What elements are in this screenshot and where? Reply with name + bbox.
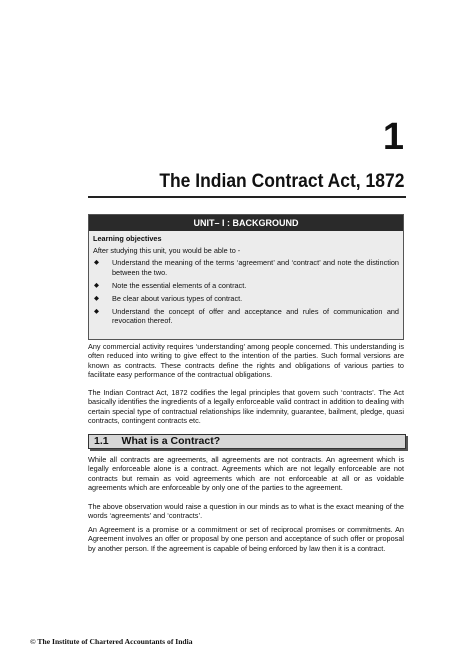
objective-text: Understand the concept of offer and acceptance and rules of communication and revocation thereof. xyxy=(112,307,399,326)
objective-item xyxy=(93,281,399,290)
section-title: What is a Contract? xyxy=(121,435,221,447)
chapter-title: The Indian Contract Act, 1872 xyxy=(158,171,404,192)
section-number: 1.1 xyxy=(94,435,109,447)
objectives-intro: After studying this unit, you would be able to - xyxy=(93,246,241,256)
title-rule xyxy=(88,196,406,198)
objectives-list xyxy=(93,258,399,325)
body-paragraph: While all contracts are agreements, all agreements are not contracts. An agreement which is legally enforceable alone is a contract. Agreements which are not legally enforceable are not contracts but remain as void agreements which are not enforceable at all or as voidable agreements which are enforceable by only one of the parties to the agreement. xyxy=(88,455,404,493)
unit-box xyxy=(88,214,404,340)
objective-text: Understand the meaning of the terms ‘agreement’ and ‘contract’ and note the distinction between the two. xyxy=(112,258,399,277)
diamond-bullet-icon: ◆ xyxy=(94,308,99,316)
body-paragraph: An Agreement is a promise or a commitment or set of reciprocal promises or commitments. An Agreement involves an offer or proposal by one person and acceptance of such offer or proposal by another person. If the agreement is capable of being enforced by law then it is a contract. xyxy=(88,525,404,553)
unit-body xyxy=(89,231,403,326)
objectives-heading: Learning objectives xyxy=(93,234,162,243)
section-heading xyxy=(88,434,406,449)
body-paragraph: Any commercial activity requires ‘understanding’ among people concerned. This understanding is often reduced into writing to give effect to the intention of the parties. Such formal versions are known as contracts. These contracts define the rights and obligations of various parties to facilitate easy performance of the contractual obligations. xyxy=(88,342,404,380)
objective-text: Be clear about various types of contract. xyxy=(112,294,243,304)
chapter-number: 1 xyxy=(382,116,404,158)
page-footer: © The Institute of Chartered Accountants of India xyxy=(30,637,193,646)
objective-item xyxy=(93,294,399,303)
body-paragraph: The Indian Contract Act, 1872 codifies the legal principles that govern such ‘contracts’. The Act basically identifies the ingredients of a legally enforceable valid contract in addition to dealing with certain special type of contractual relationships like indemnity, guarantee, bailment, pledge, quasi contracts, contingent contracts etc. xyxy=(88,388,404,426)
diamond-bullet-icon: ◆ xyxy=(94,281,99,289)
diamond-bullet-icon: ◆ xyxy=(94,295,99,303)
diamond-bullet-icon: ◆ xyxy=(94,259,99,267)
objective-item xyxy=(93,258,399,276)
objective-item xyxy=(93,307,399,325)
body-paragraph: The above observation would raise a question in our minds as to what is the exact meaning of the words ‘agreements’ and ‘contracts’. xyxy=(88,502,404,521)
unit-header: UNIT– I : BACKGROUND xyxy=(89,215,403,231)
objective-text: Note the essential elements of a contract. xyxy=(112,280,247,290)
